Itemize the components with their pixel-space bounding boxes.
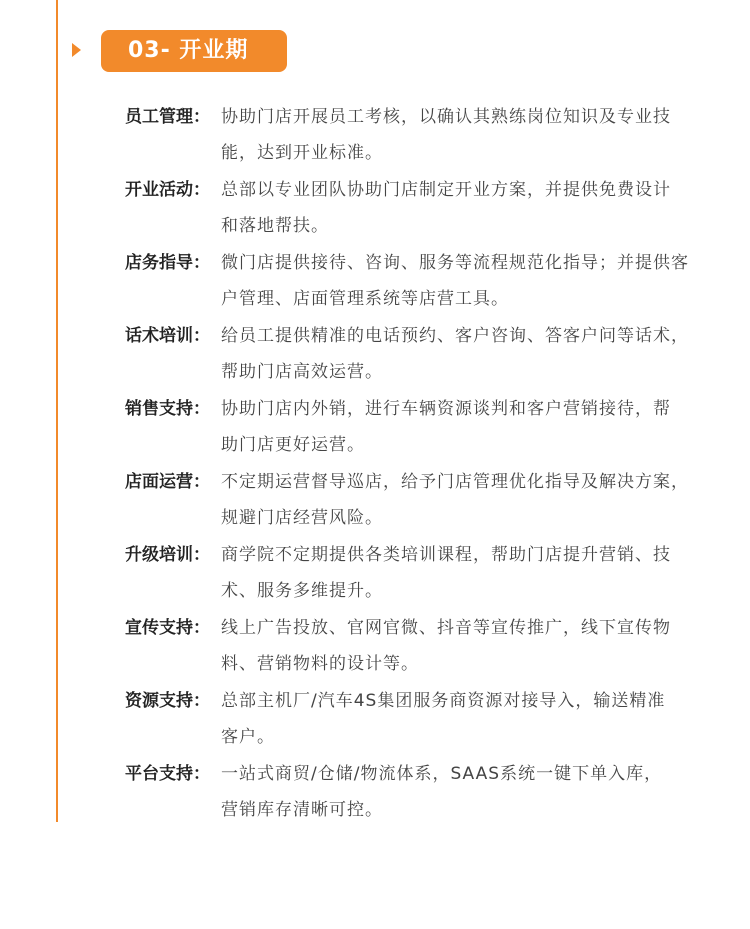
item-label: 话术培训： — [125, 326, 210, 346]
item-line: 不定期运营督导巡店，给予门店管理优化指导及解决方案， — [221, 472, 689, 492]
item-line: 一站式商贸/仓储/物流体系，SAAS系统一键下单入库， — [221, 764, 663, 784]
item-label: 平台支持： — [125, 764, 210, 784]
list-item — [125, 610, 715, 682]
item-text — [221, 683, 715, 755]
item-text — [221, 610, 715, 682]
list-item — [125, 318, 715, 390]
list-item — [125, 756, 715, 828]
item-line: 规避门店经营风险。 — [221, 508, 383, 528]
item-line: 能，达到开业标准。 — [221, 143, 383, 163]
item-line: 微门店提供接待、咨询、服务等流程规范化指导；并提供客 — [221, 253, 689, 273]
item-line: 营销库存清晰可控。 — [221, 800, 383, 820]
item-label: 宣传支持： — [125, 618, 210, 638]
item-line: 线上广告投放、官网官微、抖音等宣传推广，线下宣传物 — [221, 618, 671, 638]
item-line: 协助门店开展员工考核，以确认其熟练岗位知识及专业技 — [221, 107, 671, 127]
item-text — [221, 756, 715, 828]
triangle-marker-icon — [72, 43, 81, 57]
item-text — [221, 391, 715, 463]
item-text — [221, 172, 715, 244]
item-text — [221, 537, 715, 609]
item-text — [221, 464, 715, 536]
list-item — [125, 391, 715, 463]
phase-title-badge: 03- 开业期 — [101, 30, 287, 72]
item-line: 助门店更好运营。 — [221, 435, 365, 455]
item-line: 总部以专业团队协助门店制定开业方案，并提供免费设计 — [221, 180, 671, 200]
item-text — [221, 245, 715, 317]
list-item — [125, 172, 715, 244]
list-item — [125, 537, 715, 609]
item-line: 总部主机厂/汽车4S集团服务商资源对接导入，输送精准 — [221, 691, 666, 711]
list-item — [125, 464, 715, 536]
item-line: 帮助门店高效运营。 — [221, 362, 383, 382]
item-label: 资源支持： — [125, 691, 210, 711]
item-label: 升级培训： — [125, 545, 210, 565]
item-label: 员工管理： — [125, 107, 210, 127]
item-line: 协助门店内外销，进行车辆资源谈判和客户营销接待，帮 — [221, 399, 671, 419]
item-label: 店务指导： — [125, 253, 210, 273]
timeline-line — [56, 0, 58, 822]
item-line: 客户。 — [221, 727, 275, 747]
item-text — [221, 99, 715, 171]
item-text — [221, 318, 715, 390]
list-item — [125, 99, 715, 171]
item-label: 开业活动： — [125, 180, 210, 200]
item-line: 和落地帮扶。 — [221, 216, 329, 236]
list-item — [125, 245, 715, 317]
item-label: 销售支持： — [125, 399, 210, 419]
item-label: 店面运营： — [125, 472, 210, 492]
item-line: 料、营销物料的设计等。 — [221, 654, 419, 674]
item-line: 给员工提供精准的电话预约、客户咨询、答客户问等话术， — [221, 326, 689, 346]
item-line: 术、服务多维提升。 — [221, 581, 383, 601]
list-item — [125, 683, 715, 755]
item-line: 户管理、店面管理系统等店营工具。 — [221, 289, 509, 309]
support-list — [125, 99, 715, 829]
item-line: 商学院不定期提供各类培训课程，帮助门店提升营销、技 — [221, 545, 671, 565]
